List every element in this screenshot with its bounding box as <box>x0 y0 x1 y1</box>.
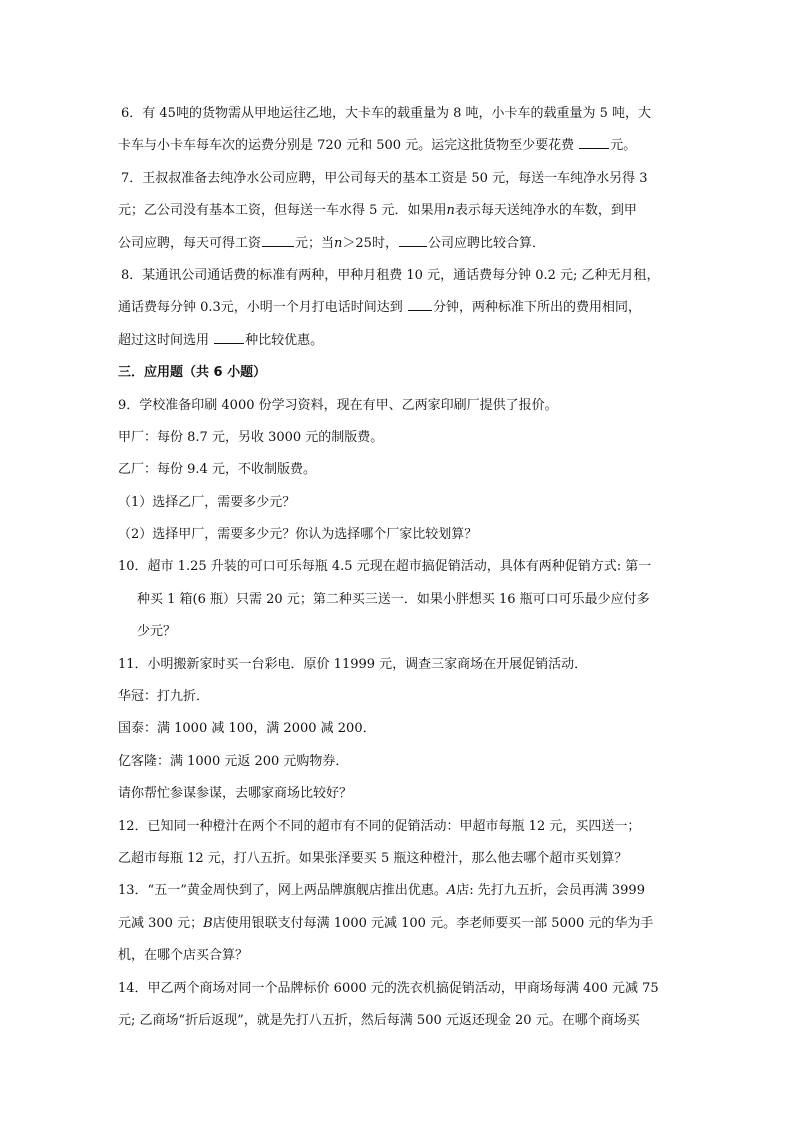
problem-14-line-2: 元; 乙商场“折后返现”，就是先打八五折，然后每满 500 元返还现金 20 元。在哪个商场买 <box>118 1012 640 1028</box>
problem-8-text-3b: 种比较优惠。 <box>245 332 324 348</box>
answer-blank-6 <box>579 134 609 149</box>
problem-7-text-cont: 表示每天送纯净水的车数，到甲 <box>454 203 637 219</box>
problem-10-line-2: 种买 1 箱(6 瓶）只需 20 元；第二种买三送一．如果小胖想买 16 瓶可口可乐最少应付多 <box>137 591 650 607</box>
problem-9-line-1: 9．学校准备印刷 4000 份学习资料，现在有甲、乙两家印刷厂提供了报价。 <box>118 397 558 413</box>
problem-7-line-3 <box>118 228 676 260</box>
section-heading: 三．应用题（共 6 小题） <box>118 365 267 381</box>
problem-11-line-4: 亿客隆：满 1000 元返 200 元购物券． <box>118 753 349 769</box>
problem-7-text-3b: 元；当 <box>295 235 335 251</box>
problem-13-line-2 <box>118 908 676 940</box>
problem-9-line-5: （2）选择甲厂，需要多少元？你认为选择哪个厂家比较划算？ <box>118 527 478 543</box>
problem-11-line-3: 国泰：满 1000 减 100，满 2000 减 200． <box>118 721 376 737</box>
problem-8-text-cont: 分钟，两种标准下所出的费用相同， <box>432 300 641 316</box>
variable-n: n <box>446 203 455 219</box>
problem-11-line-1: 11．小明搬新家时买一台彩电．原价 11999 元，调查三家商场在开展促销活动． <box>118 656 588 672</box>
problem-8-line-2 <box>118 292 676 324</box>
problem-13-text-2b: 店使用银联支付每满 1000 元减 100 元。李老师要买一部 5000 元的华为手 <box>212 915 654 931</box>
problem-10-line-1: 10．超市 1.25 升装的可口可乐每瓶 4.5 元现在超市搞促销活动，具体有两种促销方式: 第一 <box>118 559 652 575</box>
problem-11-line-2: 华冠：打九折． <box>118 689 210 705</box>
problem-13-text: 13．“五一”黄金周快到了，网上两品牌旗舰店推出优惠。 <box>118 883 447 899</box>
answer-blank-8a <box>408 296 432 311</box>
problem-9-line-4: （1）选择乙厂，需要多少元？ <box>118 494 296 510</box>
problem-6-line-1: 6．有 45吨的货物需从甲地运往乙地，大卡车的载重量为 8 吨，小卡车的载重量为 5 吨，大 <box>121 106 652 121</box>
problem-6-text: 卡车与小卡车每车次的运费分别是 720 元和 500 元。运完这批货物至少要花费 <box>118 138 579 154</box>
variable-b: B <box>203 915 213 931</box>
problem-9-line-3: 乙厂：每份 9.4 元，不收制版费。 <box>118 462 316 478</box>
problem-13-text-cont: 店: 先打九五折，会员再满 3999 <box>456 883 645 899</box>
problem-13-line-3: 机，在哪个店买合算？ <box>118 948 249 964</box>
problem-6-line-2 <box>118 130 676 162</box>
problem-12-line-2: 乙超市每瓶 12 元，打八五折。如果张泽要买 5 瓶这种橙汁，那么他去哪个超市买划算？ <box>118 850 628 866</box>
problem-7-text-3a: 公司应聘，每天可得工资 <box>118 235 262 251</box>
problem-7-text-3d: 公司应聘比较合算． <box>427 235 545 251</box>
answer-blank-7b <box>399 232 427 247</box>
problem-8-line-3 <box>118 325 676 357</box>
problem-6-text-end: 元。 <box>610 138 637 154</box>
variable-a: A <box>446 883 457 899</box>
variable-n: n <box>334 235 343 251</box>
problem-7-text-3c: ＞25时， <box>342 235 398 251</box>
problem-9-line-2: 甲厂：每份 8.7 元，另收 3000 元的制版费。 <box>118 429 384 445</box>
problem-8-line-1: 8．某通讯公司通话费的标准有两种，甲种月租费 10 元，通话费每分钟 0.2 元; 乙种无月租， <box>121 267 660 283</box>
problem-7-line-2 <box>118 195 676 227</box>
document-content <box>118 98 676 1037</box>
problem-13-line-1 <box>118 875 676 907</box>
problem-8-text-3a: 超过这时间选用 <box>118 332 214 348</box>
problem-13-text-2a: 元减 300 元； <box>118 915 204 931</box>
problem-10-line-3: 少元？ <box>137 624 177 640</box>
problem-14-line-1: 14．甲乙两个商场对同一个品牌标价 6000 元的洗衣机搞促销活动，甲商场每满 400 元减 75 <box>118 980 659 996</box>
problem-12-line-1: 12．已知同一种橙汁在两个不同的超市有不同的促销活动：甲超市每瓶 12 元，买四送一； <box>118 818 641 834</box>
problem-7-text: 元；乙公司没有基本工资，但每送一车水得 5 元．如果用 <box>118 203 447 219</box>
problem-11-line-5: 请你帮忙参谋参谋，去哪家商场比较好？ <box>118 786 353 802</box>
answer-blank-8b <box>214 329 244 344</box>
problem-8-text: 通话费每分钟 0.3元，小明一个月打电话时间达到 <box>118 300 407 316</box>
answer-blank-7a <box>262 232 294 247</box>
problem-7-line-1: 7．王叔叔准备去纯净水公司应聘，甲公司每天的基本工资是 50 元，每送一车纯净水另得 3 <box>121 170 648 186</box>
